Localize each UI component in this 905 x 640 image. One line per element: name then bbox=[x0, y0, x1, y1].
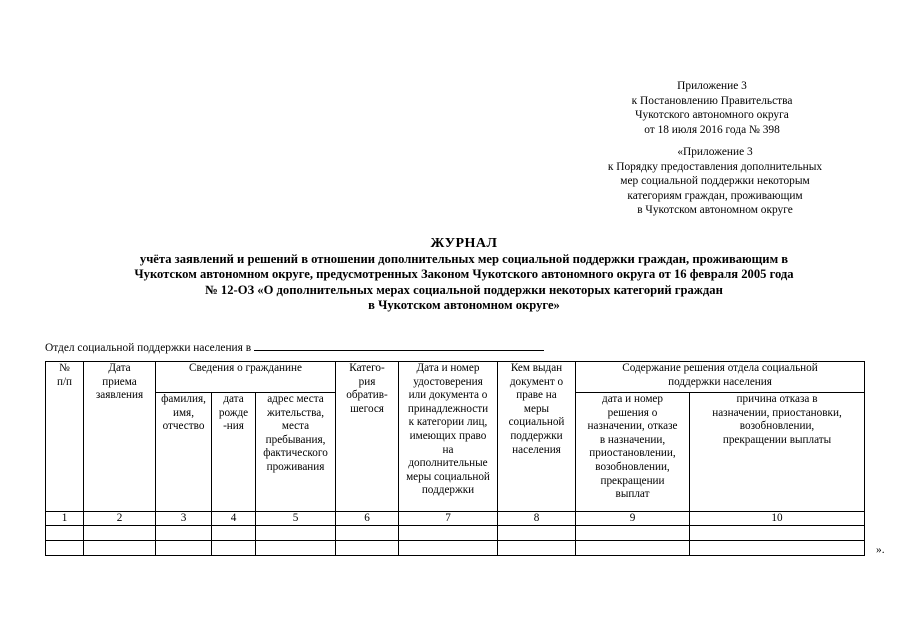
document-title bbox=[40, 236, 888, 313]
header-address: адрес места жительства, места пребывания, фактического проживания bbox=[256, 393, 336, 512]
table-cell[interactable] bbox=[46, 541, 84, 556]
header-refusal-reason: причина отказа в назначении, приостановки, возобновлении, прекращении выплаты bbox=[690, 393, 865, 512]
column-number: 2 bbox=[84, 512, 156, 526]
table-cell[interactable] bbox=[336, 541, 399, 556]
column-number: 7 bbox=[399, 512, 498, 526]
table-cell[interactable] bbox=[84, 541, 156, 556]
table-cell[interactable] bbox=[46, 526, 84, 541]
column-number: 1 bbox=[46, 512, 84, 526]
column-number: 10 bbox=[690, 512, 865, 526]
annex-line: Чукотского автономного округа bbox=[635, 109, 789, 122]
header-citizen-info: Сведения о гражданине bbox=[156, 362, 336, 393]
closing-quote-mark: ». bbox=[876, 544, 885, 556]
annex-line: к Порядку предоставления дополнительных bbox=[607, 160, 823, 173]
table-cell[interactable] bbox=[84, 526, 156, 541]
annex-line: от 18 июля 2016 года № 398 bbox=[644, 123, 780, 136]
table-cell[interactable] bbox=[690, 541, 865, 556]
header-category: Катего- рия обратив- шегося bbox=[336, 362, 399, 512]
table-cell[interactable] bbox=[336, 526, 399, 541]
annex-line: «Приложение 3 bbox=[677, 146, 753, 158]
table-cell[interactable] bbox=[498, 541, 576, 556]
title-line: Чукотском автономном округе, предусмотренных Законом Чукотского автономного округа от 16 февраля 2005 года bbox=[134, 267, 794, 282]
table-cell[interactable] bbox=[399, 541, 498, 556]
table-cell[interactable] bbox=[399, 526, 498, 541]
header-number: № п/п bbox=[46, 362, 84, 512]
annex-block-2 bbox=[570, 145, 860, 218]
journal-table bbox=[45, 361, 865, 556]
title-line: № 12-ОЗ «О дополнительных мерах социальной поддержки некоторых категорий граждан bbox=[205, 282, 723, 297]
header-application-date: Дата приема заявления bbox=[84, 362, 156, 512]
column-number: 6 bbox=[336, 512, 399, 526]
table-cell[interactable] bbox=[256, 526, 336, 541]
column-number: 9 bbox=[576, 512, 690, 526]
table-row bbox=[46, 526, 865, 541]
header-birth-date: дата рожде -ния bbox=[212, 393, 256, 512]
title-line: в Чукотском автономном округе» bbox=[368, 297, 560, 312]
header-certificate: Дата и номер удостоверения или документа о принадлежности к категории лиц, имеющих право на дополнительные меры социальной поддержки bbox=[399, 362, 498, 512]
table-cell[interactable] bbox=[498, 526, 576, 541]
table-cell[interactable] bbox=[212, 541, 256, 556]
title-line: учёта заявлений и решений в отношении дополнительных мер социальной поддержки граждан, проживающим в bbox=[139, 252, 789, 266]
table-cell[interactable] bbox=[156, 526, 212, 541]
annex-line: мер социальной поддержки некоторым bbox=[620, 175, 810, 188]
department-line bbox=[45, 339, 544, 354]
column-number: 4 bbox=[212, 512, 256, 526]
table-cell[interactable] bbox=[576, 526, 690, 541]
table-cell[interactable] bbox=[212, 526, 256, 541]
table-cell[interactable] bbox=[256, 541, 336, 556]
table-cell[interactable] bbox=[576, 541, 690, 556]
annex-line: Приложение 3 bbox=[677, 80, 747, 92]
column-number: 5 bbox=[256, 512, 336, 526]
annex-line: к Постановлению Правительства bbox=[631, 94, 793, 107]
annex-line: в Чукотском автономном округе bbox=[637, 204, 793, 217]
annex-block-1 bbox=[612, 79, 812, 137]
department-blank-field[interactable] bbox=[254, 339, 544, 351]
header-decision-date: дата и номер решения о назначении, отказе в назначении, приостановлении, возобновлении, прекращении выплат bbox=[576, 393, 690, 512]
header-issuer: Кем выдан документ о праве на меры социальной поддержки населения bbox=[498, 362, 576, 512]
annex-line: категориям граждан, проживающим bbox=[627, 189, 803, 202]
header-decision: Содержание решения отдела социальной поддержки населения bbox=[576, 362, 865, 393]
department-label: Отдел социальной поддержки населения в bbox=[45, 342, 252, 354]
header-full-name: фамилия, имя, отчество bbox=[156, 393, 212, 512]
title-heading: ЖУРНАЛ bbox=[430, 236, 498, 251]
column-number: 8 bbox=[498, 512, 576, 526]
table-cell[interactable] bbox=[690, 526, 865, 541]
table-row bbox=[46, 541, 865, 556]
table-cell[interactable] bbox=[156, 541, 212, 556]
column-number-row bbox=[46, 512, 865, 526]
column-number: 3 bbox=[156, 512, 212, 526]
